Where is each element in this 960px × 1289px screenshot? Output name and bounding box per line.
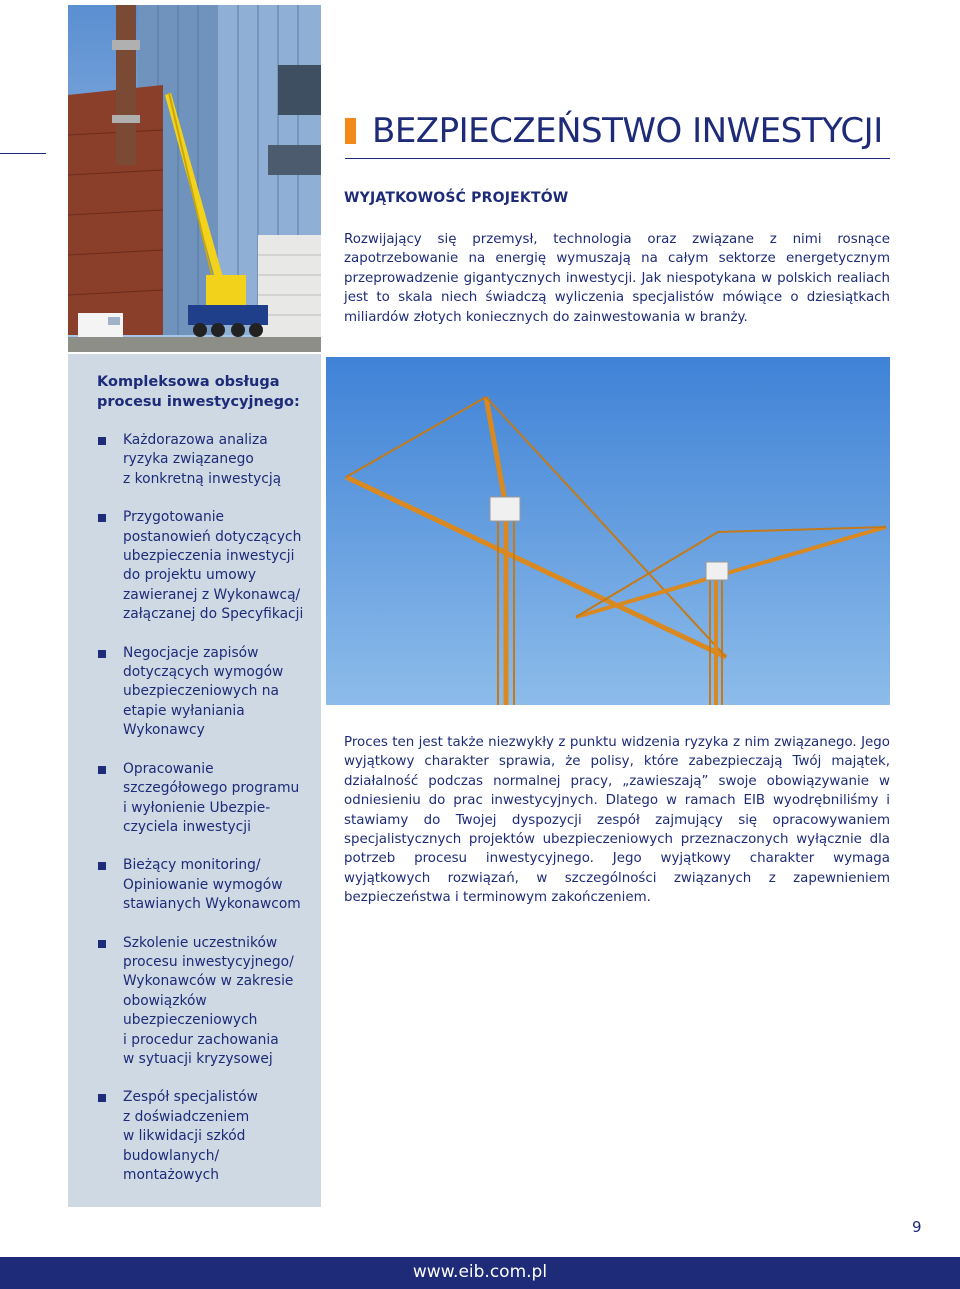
footer-bar	[0, 1257, 960, 1289]
bullet-square-icon	[98, 766, 106, 774]
section-subtitle: WYJĄTKOWOŚĆ PROJEKTÓW	[344, 190, 569, 206]
list-item: Opracowanie szczegółowego programu i wyłonienie Ubezpie- czyciela inwestycji	[97, 760, 312, 838]
page-number: 9	[912, 1218, 922, 1236]
tower-cranes-photo	[326, 357, 890, 705]
list-item: Zespół specjalistów z doświadczeniem w likwidacji szkód budowlanych/ montażowych	[97, 1088, 312, 1185]
power-plant-photo	[68, 5, 321, 352]
list-item: Bieżący monitoring/ Opiniowanie wymogów stawianych Wykonawcom	[97, 856, 312, 914]
footer-url-link[interactable]: www.eib.com.pl	[412, 1262, 548, 1282]
intro-paragraph: Rozwijający się przemysł, technologia oraz związane z nimi rosnące zapotrzebowanie na energię wymuszają na całym sektorze energetycznym przeprowadzenie gigantycznych inwestycji. Jak niespotykana w polskich realiach jest to skala niech świadczą wyliczenia specjalistów mówiące o dziesiątkach miliardów złotych koniecznych do zainwestowania w branży.	[344, 232, 890, 325]
bullet-square-icon	[98, 862, 106, 870]
left-decorative-rule	[0, 153, 46, 154]
title-block	[345, 110, 890, 159]
bullet-square-icon	[98, 437, 106, 445]
bullet-square-icon	[98, 514, 106, 522]
bullet-square-icon	[98, 1094, 106, 1102]
list-item: Szkolenie uczestników procesu inwestycyjnego/ Wykonawców w zakresie obowiązków ubezpieczeniowych i procedur zachowania w sytuacji kryzysowej	[97, 934, 312, 1070]
sidebar-heading: Kompleksowa obsługa procesu inwestycyjnego:	[97, 374, 300, 410]
services-list	[97, 431, 312, 1185]
title-accent-bar	[345, 118, 356, 144]
list-item: Negocjacje zapisów dotyczących wymogów ubezpieczeniowych na etapie wyłaniania Wykonawcy	[97, 644, 312, 741]
bullet-square-icon	[98, 940, 106, 948]
services-sidebar	[68, 354, 321, 1207]
page-title: BEZPIECZEŃSTWO INWESTYCJI	[372, 111, 883, 151]
bullet-square-icon	[98, 650, 106, 658]
list-item: Każdorazowa analiza ryzyka związanego z konkretną inwestycją	[97, 431, 312, 489]
list-item: Przygotowanie postanowień dotyczących ubezpieczenia inwestycji do projektu umowy zawieranej z Wykonawcą/ załączanej do Specyfikacji	[97, 508, 312, 624]
body-paragraph: Proces ten jest także niezwykły z punktu widzenia ryzyka z nim związanego. Jego wyjątkowy charakter sprawia, że polisy, które zabezpieczają Twój majątek, działalność podczas normalnej pracy, „zawieszają” swoje obowiązywanie w odniesieniu do prac inwestycyjnych. Dlatego w ramach EIB wyodrębniliśmy i stawiamy do Twojej dyspozycji zespół zajmujący się opracowywaniem specjalistycznych projektów ubezpieczeniowych przeznaczonych wyłącznie dla potrzeb procesu inwestycyjnego. Jego wyjątkowy charakter wymaga wyjątkowych rozwiązań, w szczególności związanych z zapewnieniem bezpieczeństwa i terminowym zakończeniem.	[344, 735, 890, 906]
